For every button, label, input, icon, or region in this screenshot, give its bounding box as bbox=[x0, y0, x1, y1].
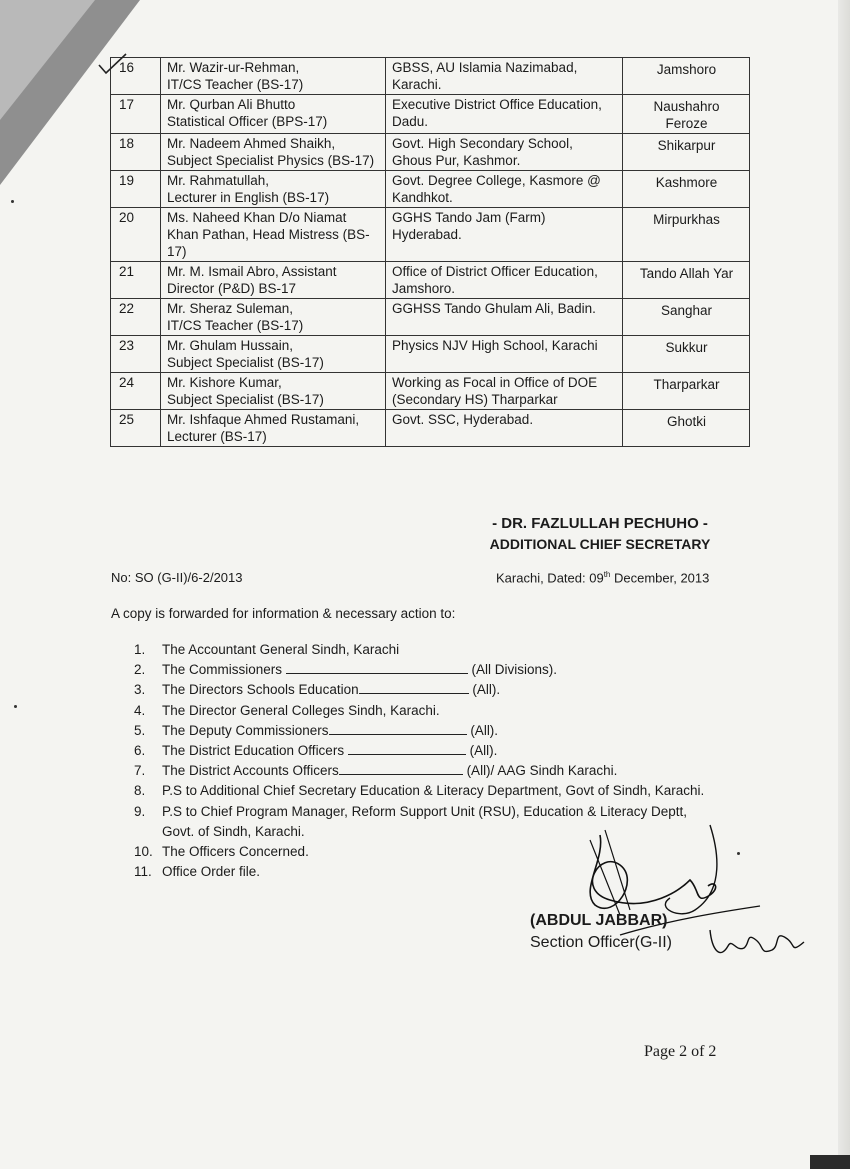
officer-name-cell bbox=[161, 95, 386, 134]
officer-name-cell-line: Lecturer in English (BS-17) bbox=[167, 190, 330, 205]
distribution-item-text: The District Education Officers bbox=[162, 743, 348, 759]
distribution-item-text: P.S to Chief Program Manager, Reform Support Unit (RSU), Education & Literacy Deptt, Govt. of Sindh, Karachi. bbox=[162, 803, 687, 839]
officer-name-cell-line: IT/CS Teacher (BS-17) bbox=[167, 77, 304, 92]
row-number: 16 bbox=[111, 58, 161, 95]
distribution-item-text: P.S to Additional Chief Secretary Education & Literacy Department, Govt of Sindh, Karachi. bbox=[162, 783, 705, 799]
distribution-item-text: The Director General Colleges Sindh, Karachi. bbox=[162, 702, 440, 718]
officer-name-cell-line: Subject Specialist Physics (BS-17) bbox=[167, 153, 375, 168]
posted-to-cell bbox=[623, 134, 750, 171]
current-posting-cell bbox=[386, 410, 623, 447]
current-posting-cell bbox=[386, 262, 623, 299]
distribution-item bbox=[134, 741, 714, 761]
table-row bbox=[111, 299, 750, 336]
row-number: 17 bbox=[111, 95, 161, 134]
officer-name-cell-line: Ms. Naheed Khan D/o Niamat bbox=[167, 210, 347, 225]
current-posting-cell bbox=[386, 208, 623, 262]
current-posting-cell bbox=[386, 58, 623, 95]
scan-speck bbox=[11, 200, 14, 203]
officer-name-cell bbox=[161, 336, 386, 373]
scan-edge bbox=[810, 1155, 850, 1169]
distribution-item-tail: (All Divisions). bbox=[467, 662, 558, 678]
distribution-item-number: 1. bbox=[134, 642, 146, 657]
distribution-item bbox=[134, 640, 714, 660]
distribution-item bbox=[134, 701, 714, 721]
current-posting-cell-line: Ghous Pur, Kashmor. bbox=[392, 153, 521, 168]
officer-name-cell-line: Statistical Officer (BPS-17) bbox=[167, 114, 328, 129]
current-posting-cell-line: (Secondary HS) Tharparkar bbox=[392, 392, 558, 407]
current-posting-cell-line: Karachi. bbox=[392, 77, 442, 92]
posted-to-cell-line: Kashmore bbox=[655, 175, 718, 190]
posted-to-cell-line: Ghotki bbox=[666, 414, 707, 429]
posted-to-cell bbox=[623, 336, 750, 373]
row-number: 23 bbox=[111, 336, 161, 373]
posted-to-cell-line: Shikarpur bbox=[657, 138, 716, 153]
page-number: Page 2 of 2 bbox=[644, 1043, 717, 1060]
distribution-item-tail: (All). bbox=[466, 722, 499, 738]
reference-number: No: SO (G-II)/6-2/2013 bbox=[111, 570, 243, 585]
officer-name-cell bbox=[161, 208, 386, 262]
current-posting-cell-line: GBSS, AU Islamia Nazimabad, bbox=[392, 60, 578, 75]
table-row bbox=[111, 336, 750, 373]
distribution-item-tail: (All). bbox=[468, 682, 501, 698]
table-row bbox=[111, 171, 750, 208]
distribution-item bbox=[134, 781, 714, 801]
row-number: 25 bbox=[111, 410, 161, 447]
row-number: 21 bbox=[111, 262, 161, 299]
row-number: 24 bbox=[111, 373, 161, 410]
posted-to-cell bbox=[623, 208, 750, 262]
table-row bbox=[111, 134, 750, 171]
officer-name: (ABDUL JABBAR) bbox=[530, 912, 668, 929]
current-posting-cell-line: Govt. SSC, Hyderabad. bbox=[392, 412, 534, 427]
current-posting-cell bbox=[386, 134, 623, 171]
dated-line bbox=[496, 570, 709, 585]
current-posting-cell-line: Govt. Degree College, Kasmore @ bbox=[392, 173, 601, 188]
current-posting-cell bbox=[386, 171, 623, 208]
officer-name-cell bbox=[161, 410, 386, 447]
row-number: 20 bbox=[111, 208, 161, 262]
officer-name-cell-line: IT/CS Teacher (BS-17) bbox=[167, 318, 304, 333]
tick-mark-icon bbox=[96, 52, 136, 78]
distribution-item-number: 3. bbox=[134, 682, 146, 698]
table-row bbox=[111, 373, 750, 410]
page-corner-fold-inner bbox=[0, 0, 95, 120]
current-posting-cell-line: Office of District Officer Education, bbox=[392, 264, 598, 279]
dated-rest: December, 2013 bbox=[610, 570, 710, 586]
officer-name-cell bbox=[161, 299, 386, 336]
current-posting-cell-line: Jamshoro. bbox=[392, 281, 456, 296]
current-posting-cell bbox=[386, 95, 623, 134]
posted-to-cell-line: Mirpurkhas bbox=[653, 212, 720, 227]
posted-to-cell-line: Jamshoro bbox=[656, 62, 717, 77]
row-number: 18 bbox=[111, 134, 161, 171]
officer-name-cell bbox=[161, 134, 386, 171]
posted-to-cell-line: Tharparkar bbox=[653, 377, 720, 392]
section-officer-block bbox=[530, 910, 672, 954]
posted-to-cell-line: Tando Allah Yar bbox=[639, 266, 734, 281]
distribution-item bbox=[134, 680, 714, 700]
officer-name-cell-line: Lecturer (BS-17) bbox=[167, 429, 267, 444]
distribution-item-number: 4. bbox=[134, 702, 146, 718]
distribution-item-text: The Commissioners bbox=[162, 662, 286, 678]
current-posting-cell-line: Hyderabad. bbox=[392, 227, 462, 242]
current-posting-cell bbox=[386, 373, 623, 410]
posted-to-cell bbox=[623, 95, 750, 134]
officer-name-cell bbox=[161, 373, 386, 410]
table-row bbox=[111, 208, 750, 262]
posted-to-cell-line: Naushahro bbox=[653, 99, 720, 114]
officer-name-cell-line: Subject Specialist (BS-17) bbox=[167, 392, 324, 407]
distribution-item-text: The Deputy Commissioners bbox=[162, 722, 329, 738]
current-posting-cell-line: Physics NJV High School, Karachi bbox=[392, 338, 598, 353]
distribution-item-tail: (All). bbox=[465, 743, 498, 759]
current-posting-cell-line: Working as Focal in Office of DOE bbox=[392, 375, 598, 390]
transfer-table-body bbox=[111, 58, 750, 447]
fill-in-blank bbox=[348, 742, 466, 755]
distribution-item-number: 6. bbox=[134, 743, 146, 759]
distribution-item bbox=[134, 721, 714, 741]
table-row bbox=[111, 95, 750, 134]
current-posting-cell-line: Dadu. bbox=[392, 114, 429, 129]
signatory-block bbox=[470, 513, 730, 555]
table-row bbox=[111, 262, 750, 299]
transfer-table bbox=[110, 57, 750, 447]
copy-intro: A copy is forwarded for information & necessary action to: bbox=[111, 606, 456, 621]
posted-to-cell-line: Sukkur bbox=[665, 340, 708, 355]
distribution-item-number: 2. bbox=[134, 662, 146, 678]
posted-to-cell bbox=[623, 373, 750, 410]
officer-name-cell-line: Mr. Qurban Ali Bhutto bbox=[167, 97, 296, 112]
current-posting-cell bbox=[386, 336, 623, 373]
officer-name-cell-line: Mr. Sheraz Suleman, bbox=[167, 301, 294, 316]
posted-to-cell bbox=[623, 299, 750, 336]
dated-suffix-sup: th bbox=[603, 570, 611, 579]
distribution-item-number: 8. bbox=[134, 783, 146, 799]
fill-in-blank bbox=[286, 661, 468, 674]
officer-title: Section Officer(G-II) bbox=[530, 934, 672, 951]
distribution-item-number: 9. bbox=[134, 803, 146, 819]
dated-prefix: Karachi, Dated: 09 bbox=[496, 570, 604, 586]
distribution-item-number: 7. bbox=[134, 763, 146, 779]
distribution-item-number: 10. bbox=[134, 844, 153, 860]
officer-name-cell-line: Mr. Nadeem Ahmed Shaikh, bbox=[167, 136, 336, 151]
current-posting-cell-line: Executive District Office Education, bbox=[392, 97, 602, 112]
officer-name-cell bbox=[161, 58, 386, 95]
distribution-item bbox=[134, 761, 714, 781]
officer-name-cell-line: Mr. Kishore Kumar, bbox=[167, 375, 282, 390]
posted-to-cell-line: Sanghar bbox=[660, 303, 713, 318]
officer-name-cell-line: Mr. Ghulam Hussain, bbox=[167, 338, 294, 353]
posted-to-cell bbox=[623, 58, 750, 95]
current-posting-cell-line: GGHSS Tando Ghulam Ali, Badin. bbox=[392, 301, 596, 316]
table-row bbox=[111, 410, 750, 447]
current-posting-cell-line: Govt. High Secondary School, bbox=[392, 136, 573, 151]
posted-to-cell bbox=[623, 262, 750, 299]
fill-in-blank bbox=[329, 722, 467, 735]
officer-name-cell-line: Mr. Wazir-ur-Rehman, bbox=[167, 60, 300, 75]
scan-speck bbox=[14, 705, 17, 708]
officer-name-cell-line: Mr. Rahmatullah, bbox=[167, 173, 270, 188]
signatory-title: ADDITIONAL CHIEF SECRETARY bbox=[489, 536, 711, 552]
distribution-item-text: The Directors Schools Education bbox=[162, 682, 359, 698]
distribution-item bbox=[134, 660, 714, 680]
posted-to-cell bbox=[623, 410, 750, 447]
distribution-item-number: 5. bbox=[134, 722, 146, 738]
officer-name-cell-line: Khan Pathan, Head Mistress (BS- bbox=[167, 227, 370, 242]
fill-in-blank bbox=[339, 762, 463, 775]
signatory-name: - DR. FAZLULLAH PECHUHO - bbox=[492, 515, 708, 532]
distribution-item-text: The Accountant General Sindh, Karachi bbox=[162, 642, 400, 657]
officer-name-cell-line: Mr. M. Ismail Abro, Assistant bbox=[167, 264, 337, 279]
officer-name-cell bbox=[161, 262, 386, 299]
distribution-item-text: The District Accounts Officers bbox=[162, 763, 339, 779]
officer-name-cell-line: Mr. Ishfaque Ahmed Rustamani, bbox=[167, 412, 360, 427]
fill-in-blank bbox=[359, 681, 469, 694]
row-number: 19 bbox=[111, 171, 161, 208]
officer-name-cell-line: Subject Specialist (BS-17) bbox=[167, 355, 324, 370]
row-number: 22 bbox=[111, 299, 161, 336]
page-edge bbox=[838, 0, 850, 1169]
distribution-item-text: Office Order file. bbox=[162, 864, 261, 880]
distribution-item-text: The Officers Concerned. bbox=[162, 844, 309, 860]
officer-name-cell-line: 17) bbox=[167, 244, 187, 259]
distribution-item-tail: (All)/ AAG Sindh Karachi. bbox=[462, 763, 618, 779]
scan-speck bbox=[737, 852, 740, 855]
table-row bbox=[111, 58, 750, 95]
distribution-item-number: 11. bbox=[134, 864, 152, 880]
current-posting-cell-line: GGHS Tando Jam (Farm) bbox=[392, 210, 546, 225]
current-posting-cell-line: Kandhkot. bbox=[392, 190, 453, 205]
posted-to-cell bbox=[623, 171, 750, 208]
officer-name-cell bbox=[161, 171, 386, 208]
officer-name-cell-line: Director (P&D) BS-17 bbox=[167, 281, 297, 296]
posted-to-cell-line: Feroze bbox=[665, 116, 708, 131]
current-posting-cell bbox=[386, 299, 623, 336]
